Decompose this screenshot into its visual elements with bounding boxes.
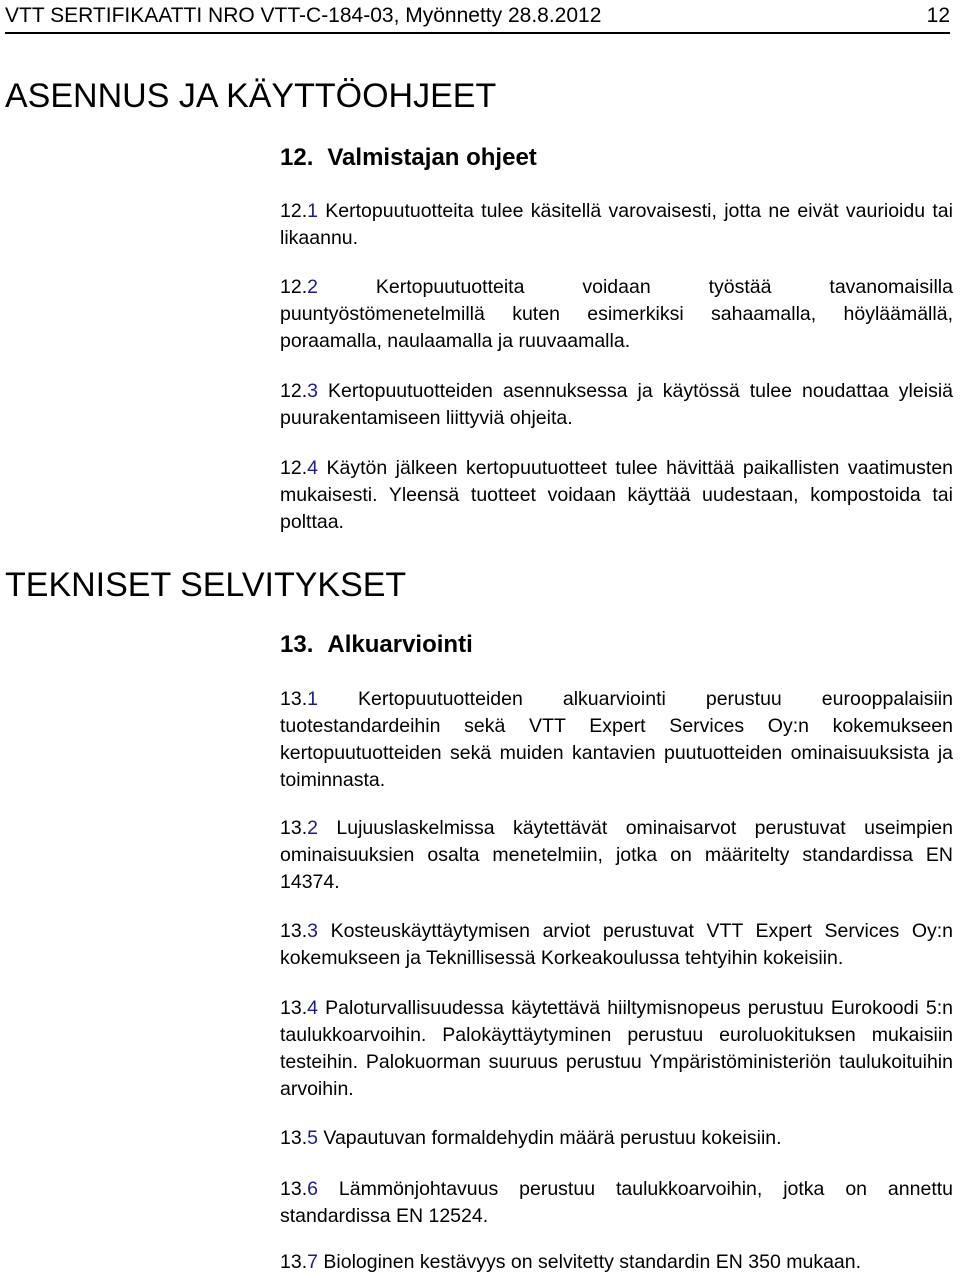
certificate-title: VTT SERTIFIKAATTI NRO VTT-C-184-03, Myönnetty 28.8.2012 xyxy=(5,4,602,27)
item-number-major: 13. xyxy=(280,920,308,942)
item-number-minor: 1 xyxy=(307,688,318,710)
item-number-major: 12. xyxy=(280,200,308,222)
item-number-minor: 1 xyxy=(307,200,318,222)
paragraph-text: Vapautuvan formaldehydin määrä perustuu kokeisiin. xyxy=(323,1127,782,1149)
paragraph-12-3 xyxy=(280,378,953,432)
paragraph-text: Kertopuutuotteiden asennuksessa ja käytössä tulee noudattaa yleisiä puurakentamiseen liittyviä ohjeita. xyxy=(280,380,953,429)
paragraph-text: Käytön jälkeen kertopuutuotteet tulee hävittää paikallisten vaatimusten mukaisesti. Yleensä tuotteet voidaan käyttää uudestaan, kompostoida tai polttaa. xyxy=(280,457,954,533)
paragraph-13-7 xyxy=(280,1249,953,1276)
paragraph-13-1 xyxy=(280,686,953,794)
item-number-major: 13. xyxy=(280,997,308,1019)
item-number-minor: 4 xyxy=(307,457,318,479)
item-number-major: 12. xyxy=(280,276,308,298)
paragraph-text: Kertopuutuotteiden alkuarviointi perustuu eurooppalaisiin tuotestandardeihin sekä VTT Expert Services Oy:n kokemukseen kertopuutuotteiden sekä muiden kantavien puutuotteiden ominaisuuksista ja toiminnasta. xyxy=(280,688,953,791)
paragraph-text: Lujuuslaskelmissa käytettävät ominaisarvot perustuvat useimpien ominaisuuksien osalta menetelmiin, jotka on määritelty standardissa EN 14374. xyxy=(280,817,953,893)
paragraph-text: Kertopuutuotteita tulee käsitellä varovaisesti, jotta ne eivät vaurioidu tai likaannu. xyxy=(280,200,953,249)
item-number-minor: 7 xyxy=(307,1251,318,1273)
item-number-major: 13. xyxy=(280,688,308,710)
item-number-minor: 2 xyxy=(307,817,318,839)
paragraph-13-5 xyxy=(280,1125,953,1152)
item-number-major: 13. xyxy=(280,817,308,839)
item-number-minor: 4 xyxy=(307,997,318,1019)
paragraph-13-6 xyxy=(280,1176,953,1230)
paragraph-13-4 xyxy=(280,995,953,1103)
paragraph-12-4 xyxy=(280,455,953,536)
section-title-asennus: ASENNUS JA KÄYTTÖOHJEET xyxy=(5,77,497,115)
section-title-tekniset: TEKNISET SELVITYKSET xyxy=(5,566,407,604)
heading-13 xyxy=(280,630,473,660)
paragraph-13-3 xyxy=(280,918,953,972)
paragraph-12-2 xyxy=(280,274,953,355)
page-number: 12 xyxy=(926,4,950,27)
item-number-minor: 3 xyxy=(307,920,318,942)
paragraph-text: Biologinen kestävyys on selvitetty standardin EN 350 mukaan. xyxy=(323,1251,862,1273)
paragraph-text: Paloturvallisuudessa käytettävä hiiltymisnopeus perustuu Eurokoodi 5:n taulukkoarvoihin. Palokäyttäytyminen perustuu euroluokituksen mukaisiin testeihin. Palokuorman suuruus perustuu Ympäristöministeriön taulukoituihin arvoihin. xyxy=(280,997,953,1100)
item-number-major: 13. xyxy=(280,1127,308,1149)
paragraph-text: Kosteuskäyttäytymisen arviot perustuvat VTT Expert Services Oy:n kokemukseen ja Teknillisessä Korkeakoulussa tehtyihin kokeisiin. xyxy=(280,920,954,969)
heading-number: 13. xyxy=(280,631,314,658)
heading-text: Valmistajan ohjeet xyxy=(327,144,537,171)
item-number-major: 13. xyxy=(280,1178,308,1200)
item-number-minor: 3 xyxy=(307,380,318,402)
item-number-minor: 2 xyxy=(307,276,318,298)
paragraph-text: Lämmönjohtavuus perustuu taulukkoarvoihin, jotka on annettu standardissa EN 12524. xyxy=(280,1178,953,1227)
heading-number: 12. xyxy=(280,144,314,171)
item-number-major: 13. xyxy=(280,1251,308,1273)
heading-12 xyxy=(280,143,537,173)
paragraph-13-2 xyxy=(280,815,953,896)
item-number-major: 12. xyxy=(280,457,308,479)
paragraph-12-1 xyxy=(280,198,953,252)
item-number-minor: 6 xyxy=(307,1178,318,1200)
item-number-major: 12. xyxy=(280,380,308,402)
page-header xyxy=(5,0,950,34)
item-number-minor: 5 xyxy=(307,1127,318,1149)
paragraph-text: Kertopuutuotteita voidaan työstää tavanomaisilla puuntyöstömenetelmillä kuten esimerkiksi sahaamalla, höyläämällä, poraamalla, naulaamalla ja ruuvaamalla. xyxy=(280,276,953,352)
heading-text: Alkuarviointi xyxy=(327,631,473,658)
